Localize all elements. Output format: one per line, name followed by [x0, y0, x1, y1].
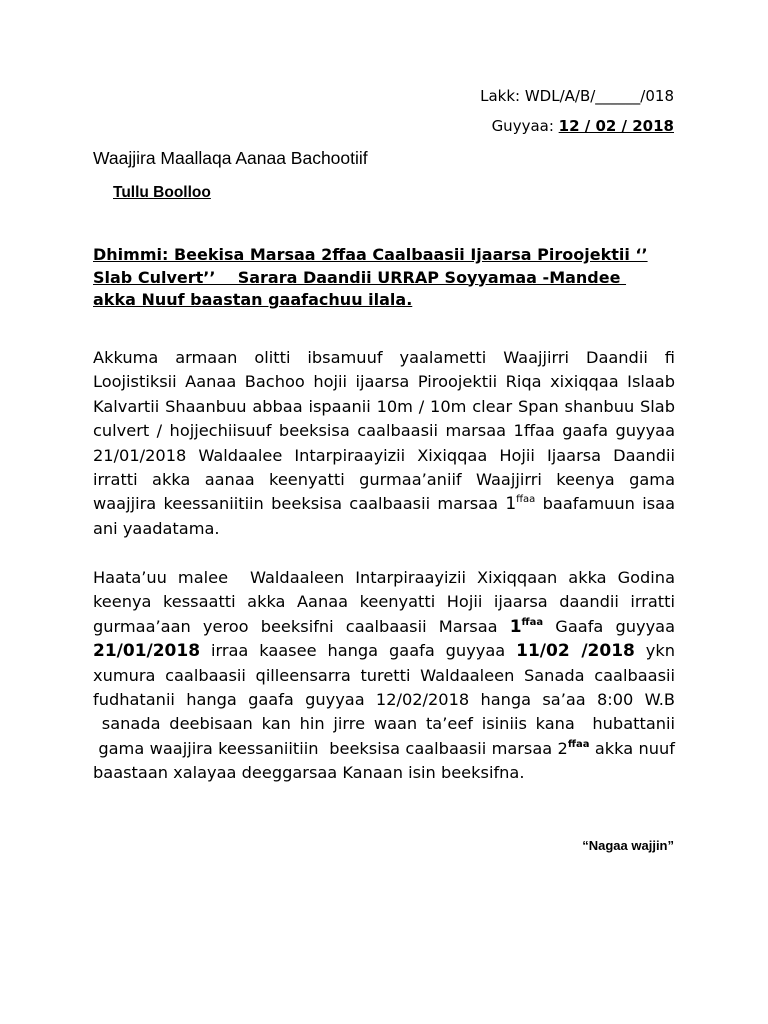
- subject: [93, 244, 675, 312]
- reference-number: Lakk: WDL/A/B/______/018: [480, 87, 674, 105]
- paragraph-2-ordinal-suffix-2: ffaa: [567, 738, 590, 750]
- paragraph-1-text: Akkuma armaan olitti ibsamuuf yaalametti Waajjirri Daandii fi Loojistiksii Aanaa Bachoo hojii ijaarsa Piroojektii Riqa xixiqqaa Islaab Kalvartii Shaanbuu abbaa ispaanii 10m / 10m clear Span shanbuu Slab culvert / hojjechiisuuf beeksisa caalbaasii marsaa 1ffaa gaafa guyyaa 21/01/2018 Waldaalee Intarpiraayizii Xixiqqaa Hojii Ijaarsa Daandii irratti akka aanaa keenyatti gurmaa’aniif Waajjirri keenya gama waajjira keessaniitiin beeksisa caalbaasii marsaa: [93, 348, 675, 514]
- subject-line-3: akka Nuuf baastan gaafachuu ilala.: [93, 290, 413, 309]
- paragraph-1-ordinal: 1: [505, 494, 517, 515]
- paragraph-2-part-d: ykn xumura caalbaasii qilleensarra turetti Waldaaleen Sanada caalbaasii fudhatanii hanga gaafa guyyaa 12/02/2018 hanga sa’aa 8:00 W.B sanada deebisaan kan hin jirre waan ta’eef isiniis kana hubattanii gama waajjira keessaniitiin beeksisa caalbaasii marsaa 2: [93, 641, 676, 758]
- letter-date: [492, 117, 674, 135]
- paragraph-2-date-2: 11/02 /2018: [516, 641, 635, 662]
- date-label: Guyyaa:: [491, 117, 559, 135]
- subject-line-2: Slab Culvert’’ Sarara Daandii URRAP Soyyamaa -Mandee: [93, 267, 627, 287]
- paragraph-1-end: baafamuun isaa ani yaadatama.: [93, 494, 675, 538]
- paragraph-1-ordinal-suffix: ffaa: [516, 494, 536, 506]
- paragraph-2-part-c: irraa kaasee hanga gaafa guyyaa: [200, 641, 517, 661]
- paragraph-2-part-b: Gaafa guyyaa: [543, 616, 675, 636]
- body-paragraph-2: [93, 566, 675, 786]
- paragraph-2-ordinal-suffix: ffaa: [521, 616, 544, 628]
- paragraph-2-part-a: Haata’uu malee Waldaaleen Intarpiraayizii Xixiqqaan akka Godina keenya kessaatti akka Aanaa keenyatti Hojii ijaarsa daandii irratti gurmaa’aan yeroo beeksifni caalbaasii Marsaa: [93, 568, 675, 636]
- body-paragraph-1: [93, 346, 675, 541]
- paragraph-2-ordinal: 1: [509, 616, 522, 637]
- closing-salutation: “Nagaa wajjin”: [582, 838, 674, 853]
- subject-line-1: Dhimmi: Beekisa Marsaa 2ffaa Caalbaasii Ijaarsa Piroojektii ‘’: [93, 245, 648, 264]
- date-value: 12 / 02 / 2018: [558, 117, 674, 135]
- paragraph-2-part-e: akka nuuf baastaan xalayaa deeggarsaa Kanaan isin beeksifna.: [93, 738, 675, 783]
- addressee-place: Tullu Boolloo: [113, 184, 211, 201]
- paragraph-2-date-1: 21/01/2018: [93, 641, 201, 662]
- addressee: Waajjira Maallaqa Aanaa Bachootiif: [93, 148, 368, 168]
